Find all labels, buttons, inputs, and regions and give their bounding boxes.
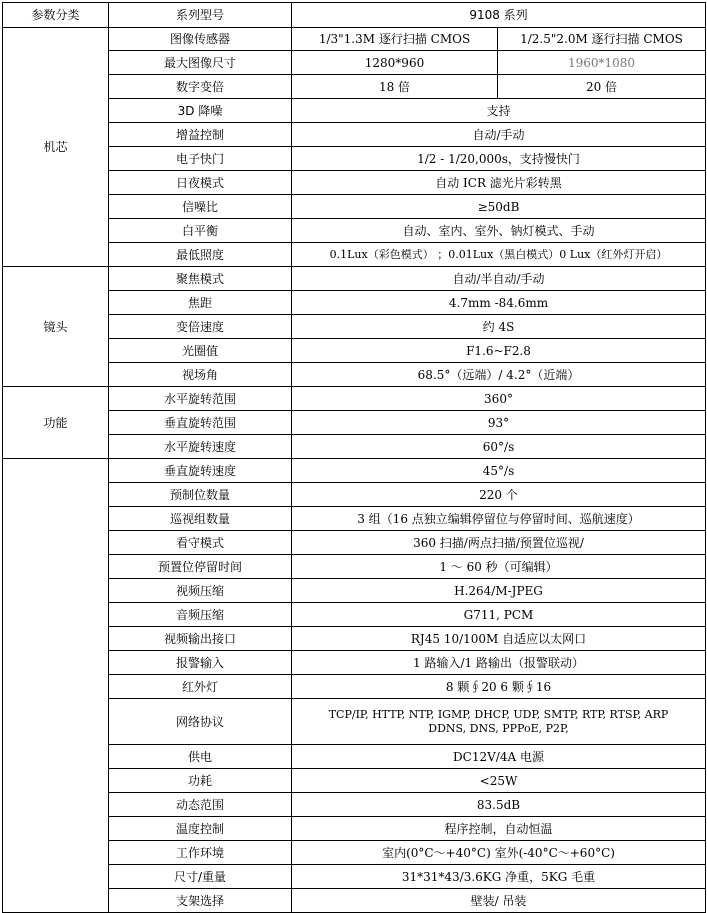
group-function: 功能 [3, 387, 109, 459]
table-row [3, 267, 706, 291]
network-line-1: TCP/IP, HTTP, NTP, IGMP, DHCP, UDP, SMTP, RTP, RTSP, ARP [328, 707, 669, 721]
table-row [3, 627, 706, 651]
table-row [3, 195, 706, 219]
table-row [3, 411, 706, 435]
row-value: 0.1Lux（彩色模式） ；0.01Lux（黑白模式）0 Lux（红外灯开启） [292, 243, 706, 267]
row-value: 1960*1080 [498, 51, 706, 75]
row-value [292, 699, 706, 745]
row-value: RJ45 10/100M 自适应以太网口 [292, 627, 706, 651]
row-value: 壁装/ 吊装 [292, 889, 706, 913]
row-label: 垂直旋转速度 [109, 459, 292, 483]
table-row [3, 483, 706, 507]
row-value: 3 组（16 点独立编辑停留位与停留时间、巡航速度） [292, 507, 706, 531]
table-row [3, 841, 706, 865]
header-model-value: 9108 系列 [292, 3, 706, 28]
row-label: 水平旋转范围 [109, 387, 292, 411]
table-row [3, 603, 706, 627]
row-label: 预制位数量 [109, 483, 292, 507]
row-value: <25W [292, 769, 706, 793]
row-label: 温度控制 [109, 817, 292, 841]
table-row [3, 28, 706, 51]
row-value: 支持 [292, 99, 706, 123]
row-label: 看守模式 [109, 531, 292, 555]
table-row [3, 459, 706, 483]
table-row [3, 435, 706, 459]
row-value: 1/2.5"2.0M 逐行扫描 CMOS [498, 28, 706, 51]
row-value: 自动/手动 [292, 123, 706, 147]
table-row [3, 531, 706, 555]
table-row [3, 769, 706, 793]
row-label: 功耗 [109, 769, 292, 793]
table-row [3, 51, 706, 75]
network-line-2: DDNS, DNS, PPPoE, P2P, [428, 721, 569, 735]
table-row [3, 99, 706, 123]
spec-table [2, 2, 706, 913]
table-row [3, 817, 706, 841]
row-value: 室内(0°C～+40°C) 室外(-40°C～+60°C) [292, 841, 706, 865]
row-label: 水平旋转速度 [109, 435, 292, 459]
row-value: H.264/M-JPEG [292, 579, 706, 603]
table-row [3, 651, 706, 675]
table-row [3, 865, 706, 889]
row-label: 白平衡 [109, 219, 292, 243]
row-label: 支架选择 [109, 889, 292, 913]
row-value: 45°/s [292, 459, 706, 483]
header-category: 参数分类 [3, 3, 109, 28]
table-row [3, 699, 706, 745]
row-label: 供电 [109, 745, 292, 769]
row-value: 60°/s [292, 435, 706, 459]
row-label: 网络协议 [109, 699, 292, 745]
row-label: 尺寸/重量 [109, 865, 292, 889]
row-label: 日夜模式 [109, 171, 292, 195]
row-value: 360 扫描/两点扫描/预置位巡视/ [292, 531, 706, 555]
row-value: 自动、室内、室外、钠灯模式、手动 [292, 219, 706, 243]
row-value: 4.7mm -84.6mm [292, 291, 706, 315]
row-label: 工作环境 [109, 841, 292, 865]
row-label: 数字变倍 [109, 75, 292, 99]
table-row [3, 363, 706, 387]
table-row [3, 219, 706, 243]
row-label: 视场角 [109, 363, 292, 387]
row-label: 巡视组数量 [109, 507, 292, 531]
row-value: 20 倍 [498, 75, 706, 99]
row-label: 最低照度 [109, 243, 292, 267]
row-value: 1280*960 [292, 51, 498, 75]
group-other [3, 459, 109, 913]
row-value: F1.6~F2.8 [292, 339, 706, 363]
row-value: 360° [292, 387, 706, 411]
row-value: 程序控制，自动恒温 [292, 817, 706, 841]
row-value: 自动/半自动/手动 [292, 267, 706, 291]
table-row [3, 123, 706, 147]
table-row [3, 507, 706, 531]
row-label: 预置位停留时间 [109, 555, 292, 579]
table-row [3, 387, 706, 411]
row-label: 最大图像尺寸 [109, 51, 292, 75]
table-row [3, 75, 706, 99]
table-row [3, 793, 706, 817]
row-label: 红外灯 [109, 675, 292, 699]
table-row [3, 889, 706, 913]
row-value: DC12V/4A 电源 [292, 745, 706, 769]
row-value: 约 4S [292, 315, 706, 339]
row-label: 3D 降噪 [109, 99, 292, 123]
row-value: ≥50dB [292, 195, 706, 219]
row-value: 68.5°（远端）/ 4.2°（近端） [292, 363, 706, 387]
table-row [3, 339, 706, 363]
row-value: 93° [292, 411, 706, 435]
row-value: 220 个 [292, 483, 706, 507]
table-row [3, 675, 706, 699]
row-label: 聚焦模式 [109, 267, 292, 291]
row-label: 视频输出接口 [109, 627, 292, 651]
table-row [3, 171, 706, 195]
row-label: 电子快门 [109, 147, 292, 171]
table-row [3, 291, 706, 315]
table-row [3, 243, 706, 267]
row-label: 垂直旋转范围 [109, 411, 292, 435]
table-row [3, 745, 706, 769]
group-lens: 镜头 [3, 267, 109, 387]
group-core: 机芯 [3, 28, 109, 267]
row-value: 自动 ICR 滤光片彩转黑 [292, 171, 706, 195]
row-label: 焦距 [109, 291, 292, 315]
row-label: 信噪比 [109, 195, 292, 219]
row-label: 动态范围 [109, 793, 292, 817]
row-value: 8 颗∮20 6 颗∮16 [292, 675, 706, 699]
row-value: 1/2 - 1/20,000s，支持慢快门 [292, 147, 706, 171]
row-value: 31*31*43/3.6KG 净重，5KG 毛重 [292, 865, 706, 889]
row-label: 音频压缩 [109, 603, 292, 627]
row-value: 18 倍 [292, 75, 498, 99]
row-label: 报警输入 [109, 651, 292, 675]
table-row [3, 3, 706, 28]
header-model-label: 系列型号 [109, 3, 292, 28]
table-row [3, 147, 706, 171]
row-label: 增益控制 [109, 123, 292, 147]
row-value: G711, PCM [292, 603, 706, 627]
row-label: 视频压缩 [109, 579, 292, 603]
row-value: 1 路输入/1 路输出（报警联动） [292, 651, 706, 675]
table-row [3, 555, 706, 579]
row-label: 光圈值 [109, 339, 292, 363]
row-value: 1/3"1.3M 逐行扫描 CMOS [292, 28, 498, 51]
row-label: 图像传感器 [109, 28, 292, 51]
row-label: 变倍速度 [109, 315, 292, 339]
row-value: 1 ～ 60 秒（可编辑） [292, 555, 706, 579]
table-row [3, 579, 706, 603]
table-row [3, 315, 706, 339]
row-value: 83.5dB [292, 793, 706, 817]
